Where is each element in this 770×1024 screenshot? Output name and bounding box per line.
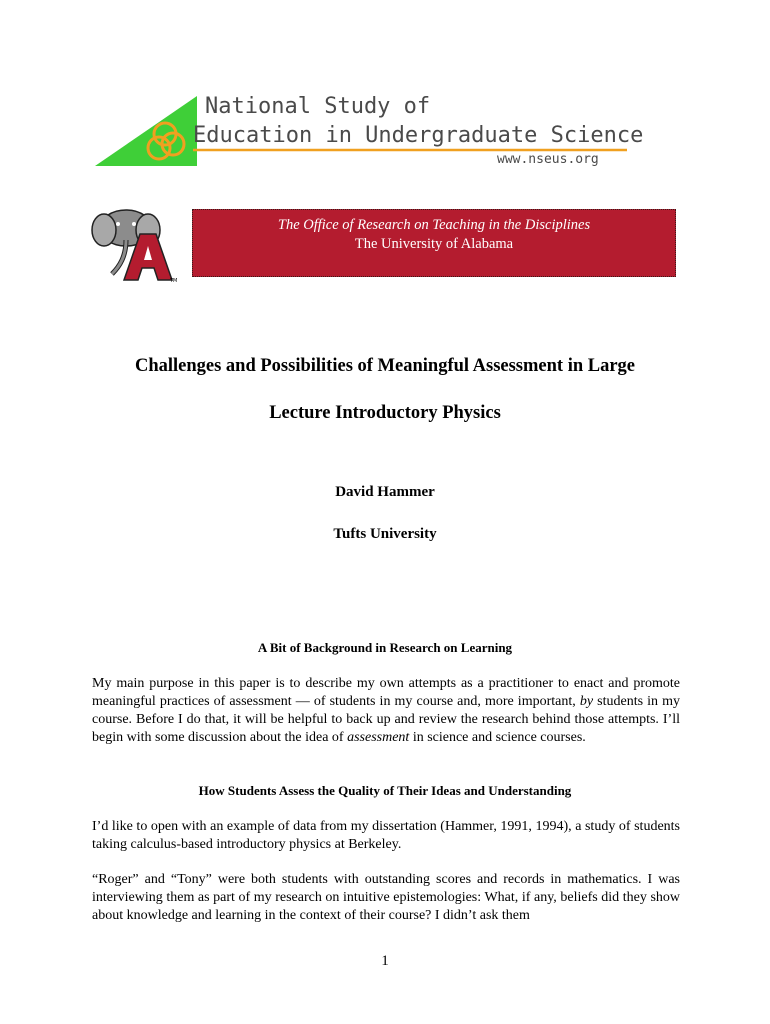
office-banner [192,209,676,277]
paragraph-text: My main purpose in this paper is to describe my own attempts as a practitioner to enact and promote meaningful practices of assessment — of students in my course and, more important, [92,676,680,709]
paragraph-dissertation: I’d like to open with an example of data from my dissertation (Hammer, 1991, 1994), a study of students taking calculus-based introductory physics at Berkeley. [92,819,680,852]
paper-title-line2: Lecture Introductory Physics [269,403,501,423]
section-heading-background: A Bit of Background in Research on Learning [257,640,513,655]
section-heading-students: How Students Assess the Quality of Their Ideas and Understanding [198,783,572,798]
office-name: The Office of Research on Teaching in the Disciplines [277,217,591,233]
emphasis-by: by [579,694,594,709]
university-name: The University of Alabama [354,236,514,252]
page-number: 1 [381,953,389,969]
paragraph-text: students in my course. Before I do that, it will be helpful to back up and review the research behind those attempts. I’ll begin with some discussion about the idea of [92,694,681,745]
nseus-title-line2: Education in Undergraduate Science [193,123,644,148]
paragraph-text: in science and science courses. [409,730,586,745]
nseus-url: www.nseus.org [497,152,599,167]
svg-text:TM: TM [170,278,178,284]
emphasis-assessment: assessment [347,730,410,745]
nseus-title-line1: National Study of [205,94,431,119]
author-name: David Hammer [335,484,435,500]
paper-title-line1: Challenges and Possibilities of Meaningful Assessment in Large [134,356,636,376]
alabama-logo [90,204,182,284]
author-affiliation: Tufts University [333,526,437,542]
nseus-logo [95,92,644,172]
elephant-mascot-icon [90,204,182,284]
paragraph-purpose [92,675,680,747]
paragraph-roger-tony: “Roger” and “Tony” were both students with outstanding scores and records in mathematics. I was interviewing them as part of my research on intuitive epistemologies: What, if any, beliefs did they show about knowledge and learning in the context of their course? I didn’t ask them [92,872,680,923]
